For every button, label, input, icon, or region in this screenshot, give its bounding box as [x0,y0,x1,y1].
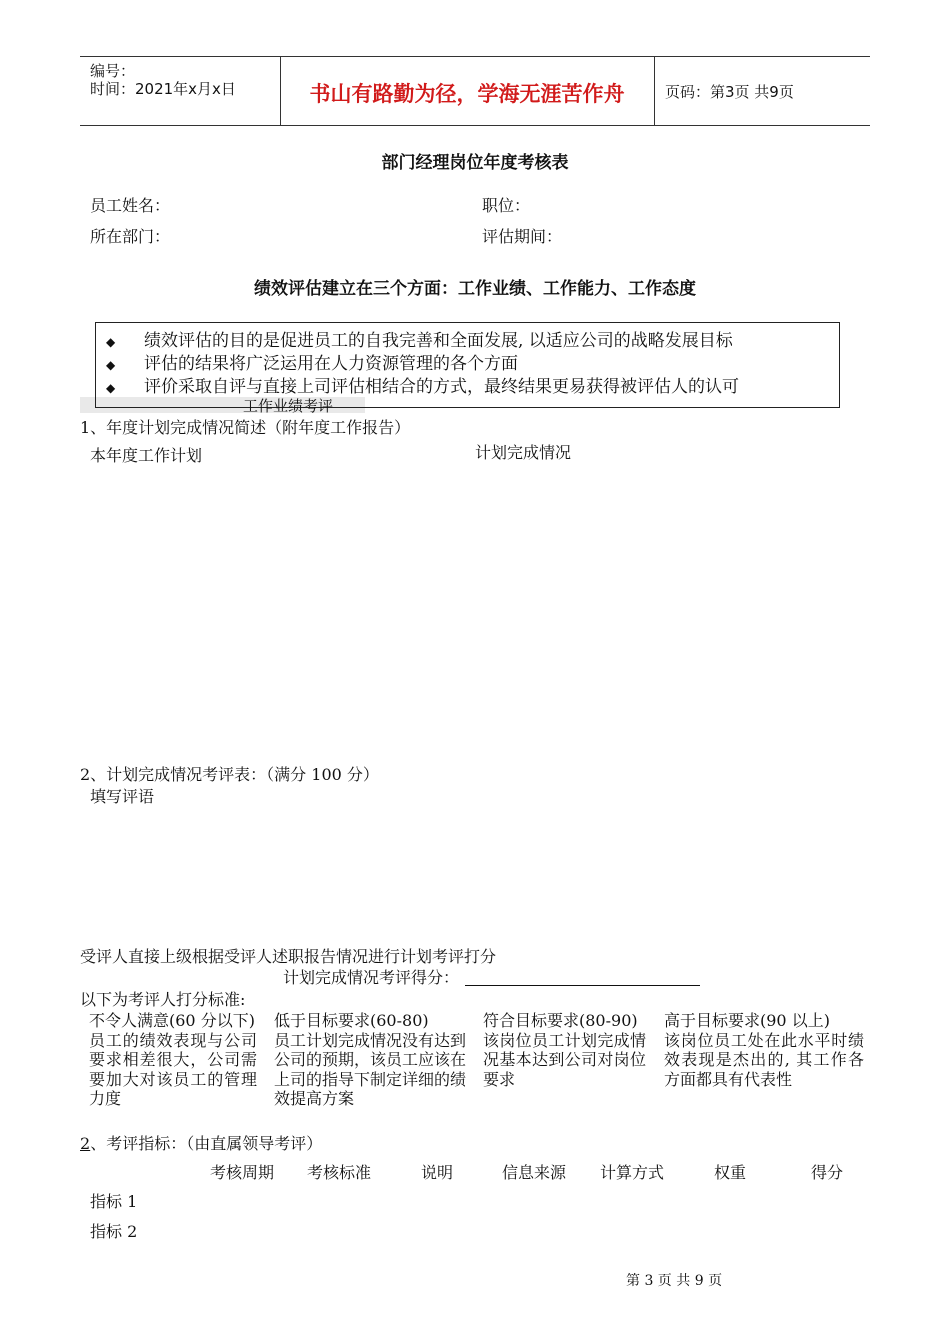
col-description: 说明 [421,1163,454,1182]
section2-heading: 2、计划完成情况考评表：（满分 100 分） [80,765,379,784]
standard-title: 符合目标要求(80-90) [483,1011,638,1030]
col-score: 得分 [811,1163,844,1182]
section-band-label: 工作业绩考评 [243,397,334,415]
page-footer: 第 3 页 共 9 页 [626,1273,723,1289]
header-divider [654,57,655,125]
header-page-info: 页码：第3页 共9页 [665,83,794,101]
list-item: ◆ 绩效评估的目的是促进员工的自我完善和全面发展, 以适应公司的战略发展目标 [106,331,733,351]
standard-desc: 该岗位员工计划完成情况基本达到公司对岗位要求 [483,1030,646,1089]
section1-heading: 1、年度计划完成情况简述（附年度工作报告） [80,418,411,437]
standard-below-target [274,1011,466,1109]
diamond-bullet-icon: ◆ [106,358,116,372]
standard-desc: 该岗位员工处在此水平时绩效表现是杰出的, 其工作各方面都具有代表性 [664,1030,864,1089]
department-label: 所在部门： [90,227,171,246]
section3-number: 2 [80,1134,91,1153]
section3-heading [80,1133,322,1154]
indicator-row-2: 指标 2 [90,1222,138,1241]
header-motto: 书山有路勤为径，学海无涯苦作舟 [309,82,625,106]
principles-box [95,322,840,408]
document-number-label: 编号： [90,62,136,80]
comment-label: 填写评语 [90,787,155,806]
standard-title: 不令人满意(60 分以下) [89,1011,255,1030]
position-label: 职位： [482,196,531,215]
diamond-bullet-icon: ◆ [106,381,116,395]
score-label: 计划完成情况考评得分： [283,968,460,987]
list-item: ◆ 评价采取自评与直接上司评估相结合的方式，最终结果更易获得被评估人的认可 [106,377,739,397]
document-time: 时间：2021年x月x日 [90,80,236,98]
col-source: 信息来源 [502,1163,567,1182]
section3-title: 、考评指标：（由直属领导考评） [90,1134,323,1153]
score-input-line[interactable] [465,985,700,986]
col-weight: 权重 [714,1163,747,1182]
scoring-note: 受评人直接上级根据受评人述职报告情况进行计划考评打分 [80,947,497,966]
eval-period-label: 评估期间： [482,227,563,246]
standard-desc: 员工的绩效表现与公司要求相差很大，公司需要加大对该员工的管理力度 [89,1030,257,1108]
employee-name-label: 员工姓名： [90,196,171,215]
diamond-bullet-icon: ◆ [106,335,116,349]
col-cycle: 考核周期 [210,1163,275,1182]
plan-status-label: 计划完成情况 [475,443,572,462]
standard-desc: 员工计划完成情况没有达到公司的预期，该员工应该在上司的指导下制定详细的绩效提高方案 [274,1030,467,1108]
standard-above-target [664,1011,864,1089]
col-calculation: 计算方式 [600,1163,665,1182]
standard-unsatisfactory [89,1011,257,1109]
standard-meets-target [483,1011,646,1089]
page-header [80,56,870,126]
standard-title: 低于目标要求(60-80) [274,1011,429,1030]
indicator-row-1: 指标 1 [90,1192,138,1211]
aspects-heading: 绩效评估建立在三个方面：工作业绩、工作能力、工作态度 [254,279,696,299]
list-item: ◆ 评估的结果将广泛运用在人力资源管理的各个方面 [106,354,518,374]
col-standard: 考核标准 [307,1163,372,1182]
standards-label: 以下为考评人打分标准: [80,990,246,1009]
form-title: 部门经理岗位年度考核表 [381,153,569,173]
annual-plan-label: 本年度工作计划 [90,446,203,465]
standard-title: 高于目标要求(90 以上) [664,1011,830,1030]
